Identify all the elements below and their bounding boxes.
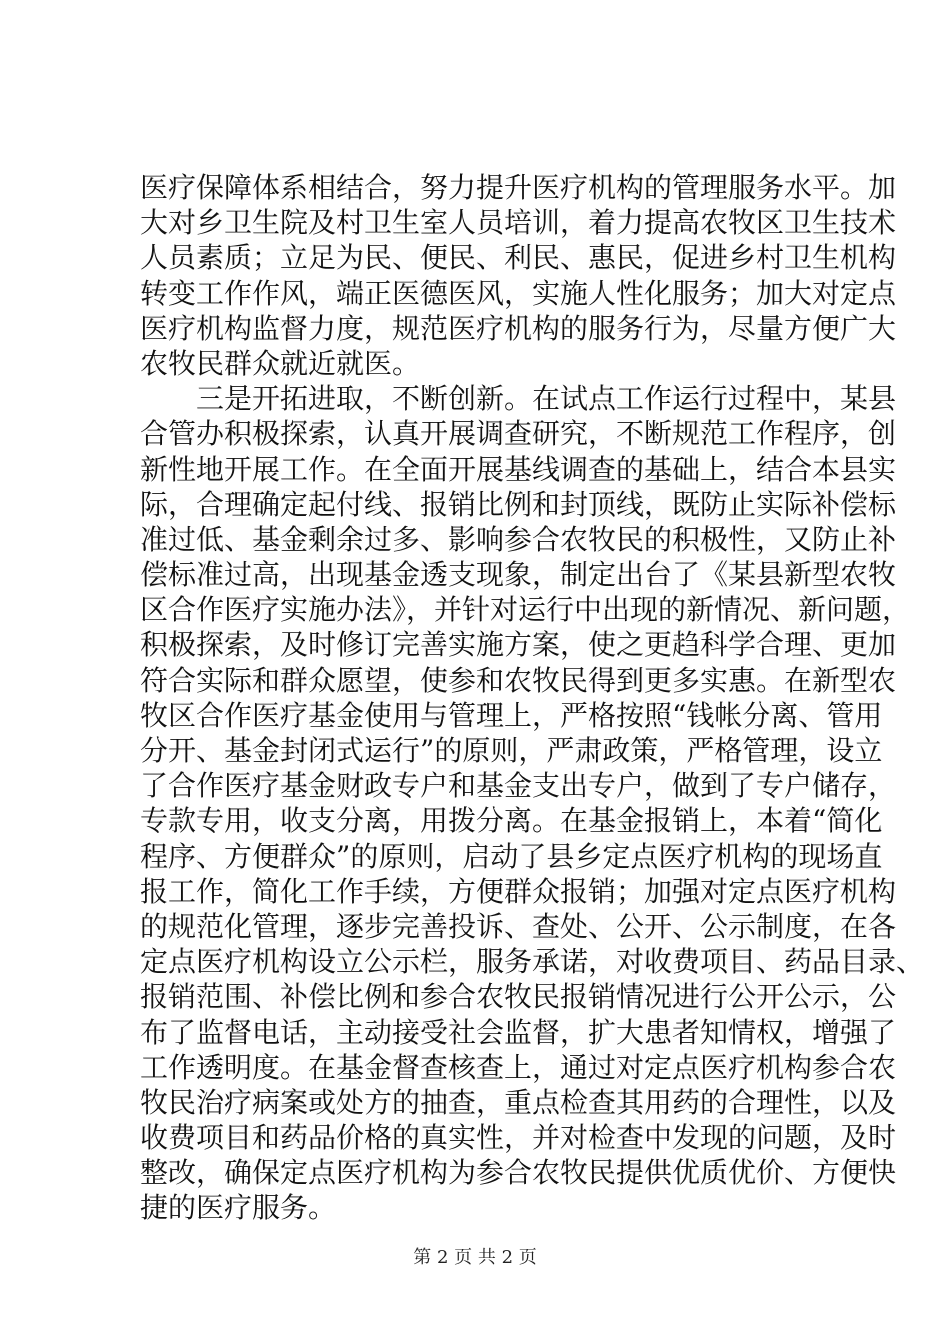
text-line: 分开、基金封闭式运行”的原则，严肃政策，严格管理，设立 (140, 734, 883, 767)
text-line: 转变工作作风，端正医德医风，实施人性化服务；加大对定点 (140, 276, 897, 310)
text-line: 程序、方便群众”的原则，启动了县乡定点医疗机构的现场直 (140, 839, 883, 873)
text-line: 符合实际和群众愿望，使参和农牧民得到更多实惠。在新型农 (140, 663, 897, 697)
text-line: 区合作医疗实施办法》，并针对运行中出现的新情况、新问题， (140, 593, 911, 627)
text-line: 合管办积极探索，认真开展调查研究，不断规范工作程序，创 (140, 417, 897, 451)
text-line: 医疗保障体系相结合，努力提升医疗机构的管理服务水平。加 (140, 171, 897, 204)
text-line: 的规范化管理，逐步完善投诉、查处、公开、公示制度，在各 (140, 909, 897, 943)
text-line: 捷的医疗服务。 (140, 1191, 337, 1225)
text-line: 农牧民群众就近就医。 (140, 346, 421, 380)
text-line: 报工作，简化工作手续，方便群众报销；加强对定点医疗机构 (140, 874, 897, 908)
text-line: 工作透明度。在基金督查核查上，通过对定点医疗机构参合农 (140, 1050, 897, 1084)
text-line: 积极探索，及时修订完善实施方案，使之更趋科学合理、更加 (140, 628, 897, 662)
text-line: 了合作医疗基金财政专户和基金支出专户，做到了专户储存， (140, 769, 897, 803)
text-line: 新性地开展工作。在全面开展基线调查的基础上，结合本县实 (140, 452, 897, 486)
text-line: 牧民治疗病案或处方的抽查，重点检查其用药的合理性，以及 (140, 1085, 897, 1119)
text-line: 收费项目和药品价格的真实性，并对检查中发现的问题，及时 (140, 1121, 897, 1155)
text-line: 定点医疗机构设立公示栏，服务承诺，对收费项目、药品目录、 (140, 945, 925, 979)
text-line: 准过低、基金剩余过多、影响参合农牧民的积极性，又防止补 (140, 522, 897, 556)
text-line: 大对乡卫生院及村卫生室人员培训，着力提高农牧区卫生技术 (140, 206, 897, 240)
text-line: 人员素质；立足为民、便民、利民、惠民，促进乡村卫生机构 (140, 241, 897, 275)
text-line: 牧区合作医疗基金使用与管理上，严格按照“钱帐分离、管用 (140, 698, 883, 732)
text-line: 专款专用，收支分离，用拨分离。在基金报销上，本着“简化 (140, 804, 883, 838)
text-line: 整改，确保定点医疗机构为参合农牧民提供优质优价、方便快 (140, 1156, 897, 1190)
text-line: 偿标准过高，出现基金透支现象，制定出台了《某县新型农牧 (140, 558, 897, 592)
page-number-footer: 第 2 页 共 2 页 (413, 1247, 537, 1268)
text-line: 医疗机构监督力度，规范医疗机构的服务行为，尽量方便广大 (140, 311, 897, 345)
text-line: 报销范围、补偿比例和参合农牧民报销情况进行公开公示，公 (140, 980, 897, 1014)
body-text (140, 170, 925, 1226)
text-line: 际，合理确定起付线、报销比例和封顶线，既防止实际补偿标 (140, 487, 897, 521)
text-line: 布了监督电话，主动接受社会监督，扩大患者知情权，增强了 (140, 1015, 897, 1049)
paragraph-start-line: 三是开拓进取，不断创新。在试点工作运行过程中，某县 (196, 382, 897, 416)
